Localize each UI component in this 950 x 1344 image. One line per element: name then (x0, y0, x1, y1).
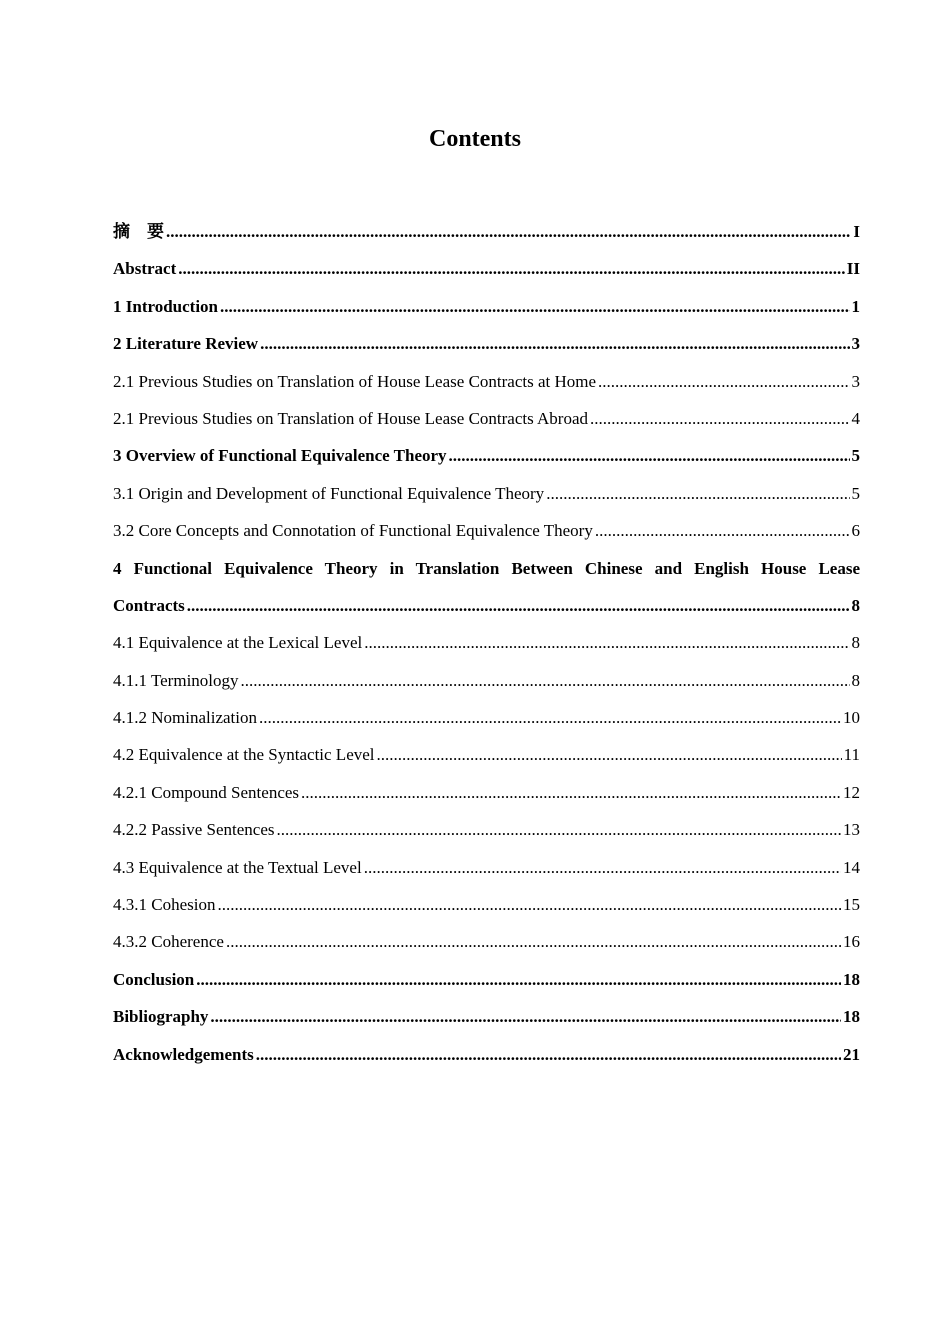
dot-leader (259, 699, 841, 736)
dot-leader (377, 736, 842, 773)
dot-leader (364, 849, 841, 886)
toc-entry-studies-abroad[interactable] (113, 400, 860, 437)
dot-leader (241, 662, 850, 699)
toc-entry-abstract-chinese[interactable] (113, 213, 860, 250)
dot-leader (226, 923, 841, 960)
table-of-contents (113, 213, 860, 1073)
toc-entry-cohesion[interactable] (113, 886, 860, 923)
toc-entry-terminology[interactable] (113, 662, 860, 699)
page-title: Contents (428, 126, 521, 152)
toc-entry-page: 3 (851, 371, 860, 391)
dot-leader (210, 998, 841, 1035)
toc-entry-label: Conclusion (113, 969, 195, 989)
toc-entry-page: 6 (851, 521, 860, 541)
toc-entry-origin[interactable] (113, 475, 860, 512)
dot-leader (217, 886, 841, 923)
toc-entry-label: 2.1 Previous Studies on Translation of House Lease Contracts at Home (113, 371, 597, 391)
toc-entry-label: 3 Overview of Functional Equivalence Theory (113, 446, 447, 466)
toc-entry-page: 18 (843, 969, 860, 989)
toc-entry-label: 摘 要 (113, 222, 164, 241)
toc-entry-page: 3 (851, 334, 860, 354)
toc-entry-page: II (846, 259, 860, 279)
dot-leader (166, 213, 851, 250)
dot-leader (598, 363, 849, 400)
toc-entry-bibliography[interactable] (113, 998, 860, 1035)
toc-entry-label: Bibliography (113, 1007, 209, 1027)
toc-entry-label: 3.1 Origin and Development of Functional Equivalence Theory (113, 483, 545, 503)
toc-entry-lexical-level[interactable] (113, 624, 860, 661)
toc-entry-page: 5 (851, 446, 860, 466)
toc-entry-page: 8 (851, 633, 860, 653)
toc-entry-page: 8 (851, 595, 860, 615)
dot-leader (276, 811, 841, 848)
toc-entry-page: 16 (843, 932, 860, 952)
toc-entry-label: 3.2 Core Concepts and Connotation of Functional Equivalence Theory (113, 521, 593, 541)
toc-entry-label: Acknowledgements (113, 1044, 254, 1064)
toc-entry-label: 4.3.2 Coherence (113, 932, 224, 952)
toc-entry-coherence[interactable] (113, 923, 860, 960)
dot-leader (595, 512, 850, 549)
toc-entry-overview[interactable] (113, 437, 860, 474)
toc-entry-compound-sentences[interactable] (113, 774, 860, 811)
toc-entry-label: 4.2.2 Passive Sentences (113, 820, 275, 840)
toc-entry-introduction[interactable] (113, 288, 860, 325)
dot-leader (546, 475, 849, 512)
toc-entry-textual-level[interactable] (113, 849, 860, 886)
toc-entry-page: 12 (843, 782, 860, 802)
toc-entry-label: 2 Literature Review (113, 334, 259, 354)
toc-entry-page: 13 (843, 820, 860, 840)
toc-entry-functional-equivalence-line2[interactable] (113, 587, 860, 624)
toc-entry-page: 21 (843, 1044, 860, 1064)
toc-entry-label: Abstract (113, 259, 177, 279)
toc-entry-label: 4.2.1 Compound Sentences (113, 782, 300, 802)
toc-entry-acknowledgements[interactable] (113, 1036, 860, 1073)
dot-leader (301, 774, 841, 811)
toc-entry-label: 4.1 Equivalence at the Lexical Level (113, 633, 363, 653)
toc-entry-page: I (853, 222, 860, 241)
toc-entry-functional-equivalence-line1[interactable] (113, 550, 860, 587)
toc-entry-literature-review[interactable] (113, 325, 860, 362)
toc-entry-page: 18 (843, 1007, 860, 1027)
toc-entry-abstract[interactable] (113, 250, 860, 287)
toc-entry-page: 8 (851, 670, 860, 690)
toc-entry-syntactic-level[interactable] (113, 736, 860, 773)
toc-entry-label: 4.1.1 Terminology (113, 670, 239, 690)
toc-entry-core-concepts[interactable] (113, 512, 860, 549)
dot-leader (256, 1036, 841, 1073)
toc-entry-page: 5 (851, 483, 860, 503)
dot-leader (187, 587, 850, 624)
toc-entry-label: 4.3 Equivalence at the Textual Level (113, 857, 362, 877)
toc-entry-conclusion[interactable] (113, 961, 860, 998)
toc-entry-label: Contracts (113, 595, 185, 615)
toc-entry-label: 2.1 Previous Studies on Translation of House Lease Contracts Abroad (113, 408, 589, 428)
dot-leader (220, 288, 849, 325)
toc-entry-page: 14 (843, 857, 860, 877)
toc-entry-page: 10 (843, 708, 860, 728)
toc-entry-page: 15 (843, 895, 860, 915)
toc-entry-passive-sentences[interactable] (113, 811, 860, 848)
toc-entry-studies-home[interactable] (113, 363, 860, 400)
toc-entry-page: 1 (851, 296, 860, 316)
dot-leader (178, 250, 845, 287)
dot-leader (196, 961, 841, 998)
toc-entry-label: 4.1.2 Nominalization (113, 708, 258, 728)
dot-leader (449, 437, 850, 474)
toc-entry-nominalization[interactable] (113, 699, 860, 736)
dot-leader (364, 624, 849, 661)
toc-entry-label: 4.3.1 Cohesion (113, 895, 216, 915)
toc-entry-page: 11 (843, 745, 860, 765)
dot-leader (260, 325, 849, 362)
dot-leader (590, 400, 849, 437)
toc-entry-label: 1 Introduction (113, 296, 219, 316)
toc-entry-page: 4 (851, 408, 860, 428)
toc-entry-label: 4.2 Equivalence at the Syntactic Level (113, 745, 375, 765)
toc-entry-label: 4 Functional Equivalence Theory in Translation Between Chinese and English House Lease (113, 558, 860, 578)
